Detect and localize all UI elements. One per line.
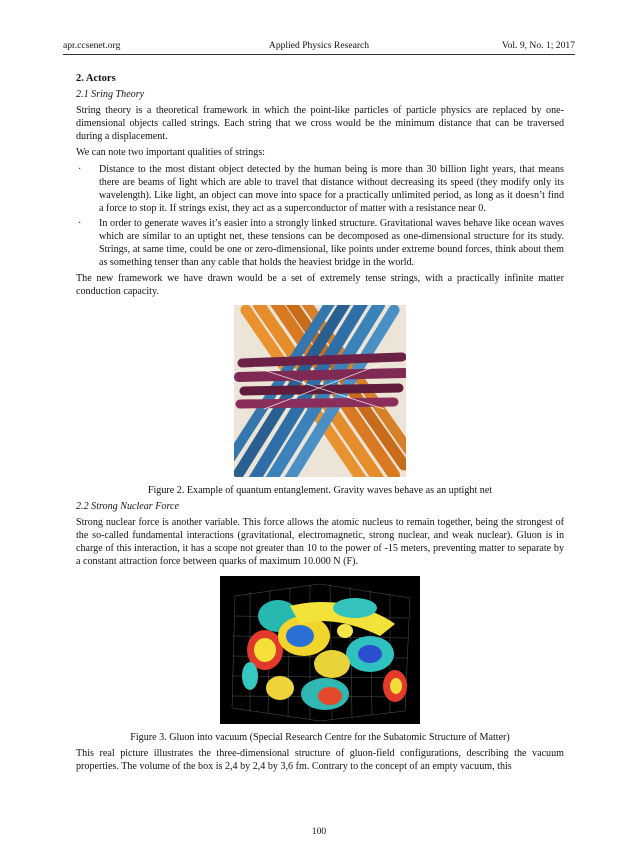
figure-3-caption: Figure 3. Gluon into vacuum (Special Research Centre for the Subatomic Structure of Matter) (130, 732, 510, 744)
strings-photo (234, 305, 406, 477)
subsection-title-strong-force: 2.2 Strong Nuclear Force (76, 500, 179, 512)
running-header (63, 38, 575, 55)
gluon-field-image (220, 576, 420, 724)
paragraph-qualities-intro: We can note two important qualities of strings: (76, 147, 265, 159)
journal-title: Applied Physics Research (268, 40, 370, 51)
page-number: 100 (311, 826, 327, 837)
subsection-title-string-theory: 2.1 Sring Theory (76, 89, 145, 101)
list-item-text: In order to generate waves it’s easier into a strongly linked structure. Gravitational waves behave like ocean waves which are similar to an uptight net, these tensions can be decomposed as one-dimensional structure for its study. Strings, at same time, could be one or zero-dimensional, like points under extreme bound forces, think about them as something tenser than any cable that holds the heaviest bridge in the world. (99, 217, 564, 269)
list-item (76, 163, 564, 215)
list-item (76, 217, 564, 269)
list-item-text: Distance to the most distant object detected by the human being is more than 30 billion light years, that means there are beams of light which are able to travel that distance without decreasing its speed (they modify only its wavelength). Like light, an object can move into space for a practically unlimited period, as long as it doesn’t find a force to stop it. If strings exist, they act as a superconductor of matter with a resistance near 0. (99, 163, 564, 214)
section-title: 2. Actors (76, 73, 116, 84)
bullet-icon: · (78, 217, 82, 229)
paragraph-strong-force: Strong nuclear force is another variable. This force allows the atomic nucleus to remain together, being the strongest of the so-called fundamental interactions (gravitational, electromagnetic, strong nuclear, and weak nuclear). Gluon is in charge of this interaction, it has a scope not greater than 10 to the power of -15 meters, preventing matter to separate by a constant attraction force between quarks of maximum 10.000 N (F). (76, 516, 564, 568)
paragraph-gluon-vacuum: This real picture illustrates the three-dimensional structure of gluon-field configurations, describing the vacuum properties. The volume of the box is 2,4 by 2,4 by 3,6 fm. Contrary to the concept of an empty vacuum, this (76, 748, 564, 773)
figure-2 (76, 305, 564, 481)
volume-info: Vol. 9, No. 1; 2017 (501, 40, 575, 51)
page-body (76, 72, 564, 777)
bullet-icon: · (78, 163, 82, 175)
paragraph-framework: The new framework we have drawn would be a set of extremely tense strings, with a practically infinite matter conduction capacity. (76, 273, 564, 298)
journal-url: apr.ccsenet.org (63, 40, 121, 51)
qualities-list (76, 163, 564, 270)
figure-3 (76, 576, 564, 728)
figure-2-caption: Figure 2. Example of quantum entanglement. Gravity waves behave as an uptight net (147, 484, 493, 496)
paragraph-string-theory: String theory is a theoretical framework in which the point-like particles of particle physics are replaced by one-dimensional objects called strings. Each string that we cross would be the minimum distance that can be traversed during a displacement. (76, 105, 564, 143)
